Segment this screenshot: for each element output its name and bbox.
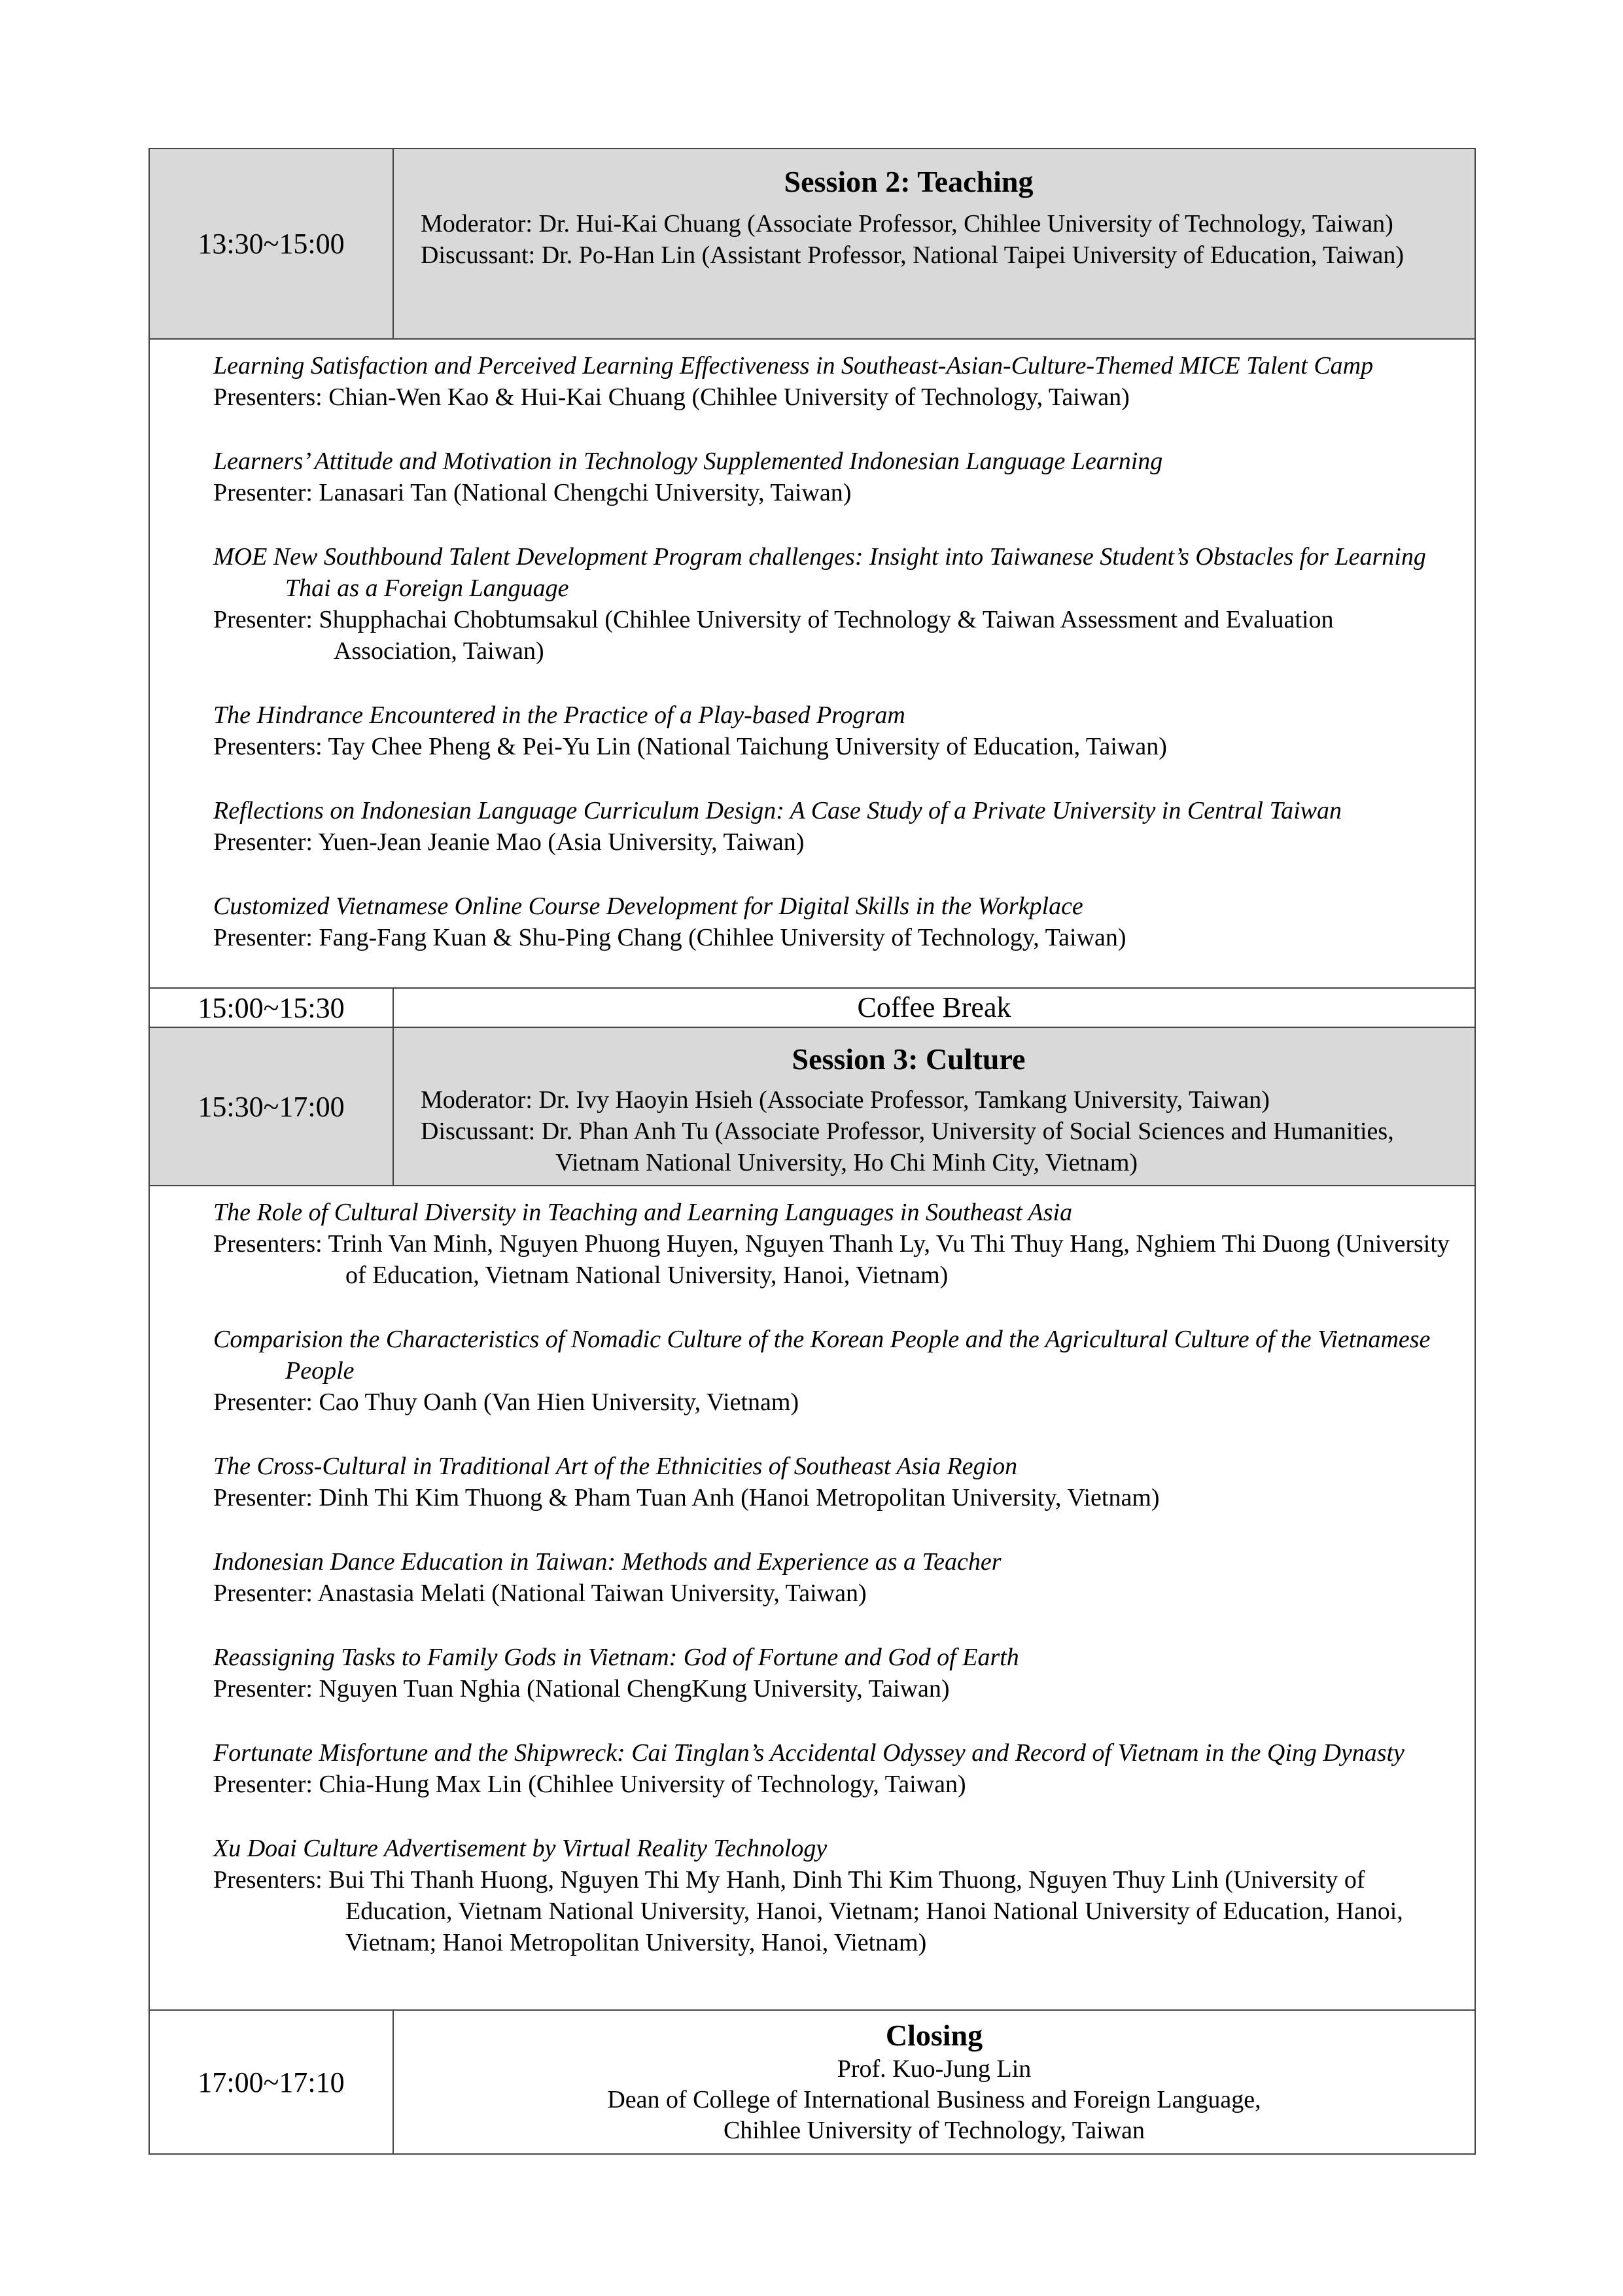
session3-moderator: Moderator: Dr. Ivy Haoyin Hsieh (Associate Professor, Tamkang University, Taiwan)	[421, 1086, 1270, 1114]
paper-title: Customized Vietnamese Online Course Development for Digital Skills in the Workplace	[213, 892, 1083, 920]
paper-presenters: Presenter: Dinh Thi Kim Thuong & Pham Tuan Anh (Hanoi Metropolitan University, Vietnam)	[213, 1484, 1160, 1511]
closing-speaker-affiliation: Chihlee University of Technology, Taiwan	[723, 2117, 1145, 2144]
paper-title: Indonesian Dance Education in Taiwan: Methods and Experience as a Teacher	[213, 1548, 1002, 1576]
paper-title: Fortunate Misfortune and the Shipwreck: Cai Tinglan’s Accidental Odyssey and Record of Vietnam in the Qing Dynasty	[213, 1739, 1405, 1767]
session2-title: Session 2: Teaching	[784, 165, 1034, 198]
session3-papers	[150, 1186, 1475, 2009]
paper-presenters: Presenter: Nguyen Tuan Nghia (National ChengKung University, Taiwan)	[213, 1675, 950, 1703]
paper-presenters: Presenter: Lanasari Tan (National Chengchi University, Taiwan)	[213, 479, 852, 506]
session3-discussant: Discussant: Dr. Phan Anh Tu (Associate Professor, University of Social Sciences and Humanities, Vietnam National University, Ho Chi Minh City, Vietnam)	[421, 1118, 1394, 1176]
paper-title: The Role of Cultural Diversity in Teaching and Learning Languages in Southeast Asia	[213, 1199, 1073, 1226]
paper-presenters: Presenter: Shupphachai Chobtumsakul (Chihlee University of Technology & Taiwan Assessment and Evaluation Association, Taiwan)	[213, 606, 1334, 665]
closing-info	[394, 2011, 1475, 2153]
paper-presenters: Presenter: Anastasia Melati (National Taiwan University, Taiwan)	[213, 1580, 867, 1607]
paper-item	[213, 699, 1455, 762]
paper-presenters: Presenter: Cao Thuy Oanh (Van Hien University, Vietnam)	[213, 1388, 799, 1416]
paper-item	[213, 891, 1455, 953]
session2-discussant: Discussant: Dr. Po-Han Lin (Assistant Professor, National Taipei University of Education, Taiwan)	[421, 241, 1405, 269]
session3-info	[394, 1028, 1475, 1185]
paper-presenters: Presenters: Tay Chee Pheng & Pei-Yu Lin (National Taichung University of Education, Taiwan)	[213, 733, 1167, 760]
paper-item	[213, 1642, 1455, 1704]
program-table	[148, 148, 1476, 2155]
closing-speaker-position: Dean of College of International Business and Foreign Language,	[607, 2086, 1261, 2113]
paper-title: The Cross-Cultural in Traditional Art of the Ethnicities of Southeast Asia Region	[213, 1453, 1018, 1480]
paper-title: Reflections on Indonesian Language Curriculum Design: A Case Study of a Private University in Central Taiwan	[213, 797, 1342, 824]
session2-papers	[150, 340, 1475, 987]
paper-title: Xu Doai Culture Advertisement by Virtual Reality Technology	[213, 1835, 828, 1862]
paper-item	[213, 1197, 1455, 1291]
paper-title: MOE New Southbound Talent Development Program challenges: Insight into Taiwanese Student’s Obstacles for Learning Thai as a Foreign Language	[213, 543, 1426, 602]
paper-title: The Hindrance Encountered in the Practice of a Play-based Program	[213, 701, 905, 729]
session2-header-row	[150, 149, 1475, 338]
closing-speaker-name: Prof. Kuo-Jung Lin	[837, 2055, 1032, 2083]
paper-presenters: Presenters: Chian-Wen Kao & Hui-Kai Chuang (Chihlee University of Technology, Taiwan)	[213, 383, 1130, 411]
closing-title: Closing	[885, 2019, 983, 2052]
paper-title: Comparision the Characteristics of Nomadic Culture of the Korean People and the Agricultural Culture of the Vietnamese People	[213, 1326, 1431, 1385]
paper-item	[213, 1451, 1455, 1513]
session2-papers-row	[150, 338, 1475, 987]
closing-time: 17:00~17:10	[150, 2011, 394, 2153]
paper-presenters: Presenter: Chia-Hung Max Lin (Chihlee University of Technology, Taiwan)	[213, 1771, 966, 1798]
coffee-break-label: Coffee Break	[857, 991, 1011, 1023]
paper-presenters: Presenters: Bui Thi Thanh Huong, Nguyen Thi My Hanh, Dinh Thi Kim Thuong, Nguyen Thuy Linh (University of Education, Vietnam National University, Hanoi, Vietnam; Hanoi National University of Education, Hanoi, Vietnam; Hanoi Metropolitan University, Hanoi, Vietnam)	[213, 1866, 1403, 1956]
session3-header-row	[150, 1027, 1475, 1185]
paper-item	[213, 1833, 1455, 1958]
session3-papers-row	[150, 1185, 1475, 2009]
paper-item	[213, 350, 1455, 413]
session2-moderator: Moderator: Dr. Hui-Kai Chuang (Associate Professor, Chihlee University of Technology, Taiwan)	[421, 210, 1393, 238]
session2-info	[394, 149, 1475, 338]
paper-title: Reassigning Tasks to Family Gods in Vietnam: God of Fortune and God of Earth	[213, 1644, 1019, 1671]
paper-title: Learners’ Attitude and Motivation in Technology Supplemented Indonesian Language Learning	[213, 448, 1163, 475]
session3-title: Session 3: Culture	[792, 1042, 1026, 1076]
paper-item	[213, 795, 1455, 858]
paper-item	[213, 541, 1455, 667]
session3-time: 15:30~17:00	[150, 1028, 394, 1185]
session2-time: 13:30~15:00	[150, 149, 394, 338]
coffee-break-row	[150, 987, 1475, 1027]
paper-item	[213, 1546, 1455, 1609]
paper-item	[213, 1737, 1455, 1800]
paper-presenters: Presenter: Fang-Fang Kuan & Shu-Ping Chang (Chihlee University of Technology, Taiwan)	[213, 924, 1126, 951]
paper-title: Learning Satisfaction and Perceived Learning Effectiveness in Southeast-Asian-Culture-Themed MICE Talent Camp	[213, 352, 1374, 380]
coffee-break-time: 15:00~15:30	[150, 989, 394, 1027]
paper-presenters: Presenters: Trinh Van Minh, Nguyen Phuong Huyen, Nguyen Thanh Ly, Vu Thi Thuy Hang, Nghiem Thi Duong (University of Education, Vietnam National University, Hanoi, Vietnam)	[213, 1230, 1450, 1289]
paper-presenters: Presenter: Yuen-Jean Jeanie Mao (Asia University, Taiwan)	[213, 828, 805, 856]
paper-item	[213, 1324, 1455, 1418]
paper-item	[213, 446, 1455, 508]
closing-row	[150, 2009, 1475, 2153]
